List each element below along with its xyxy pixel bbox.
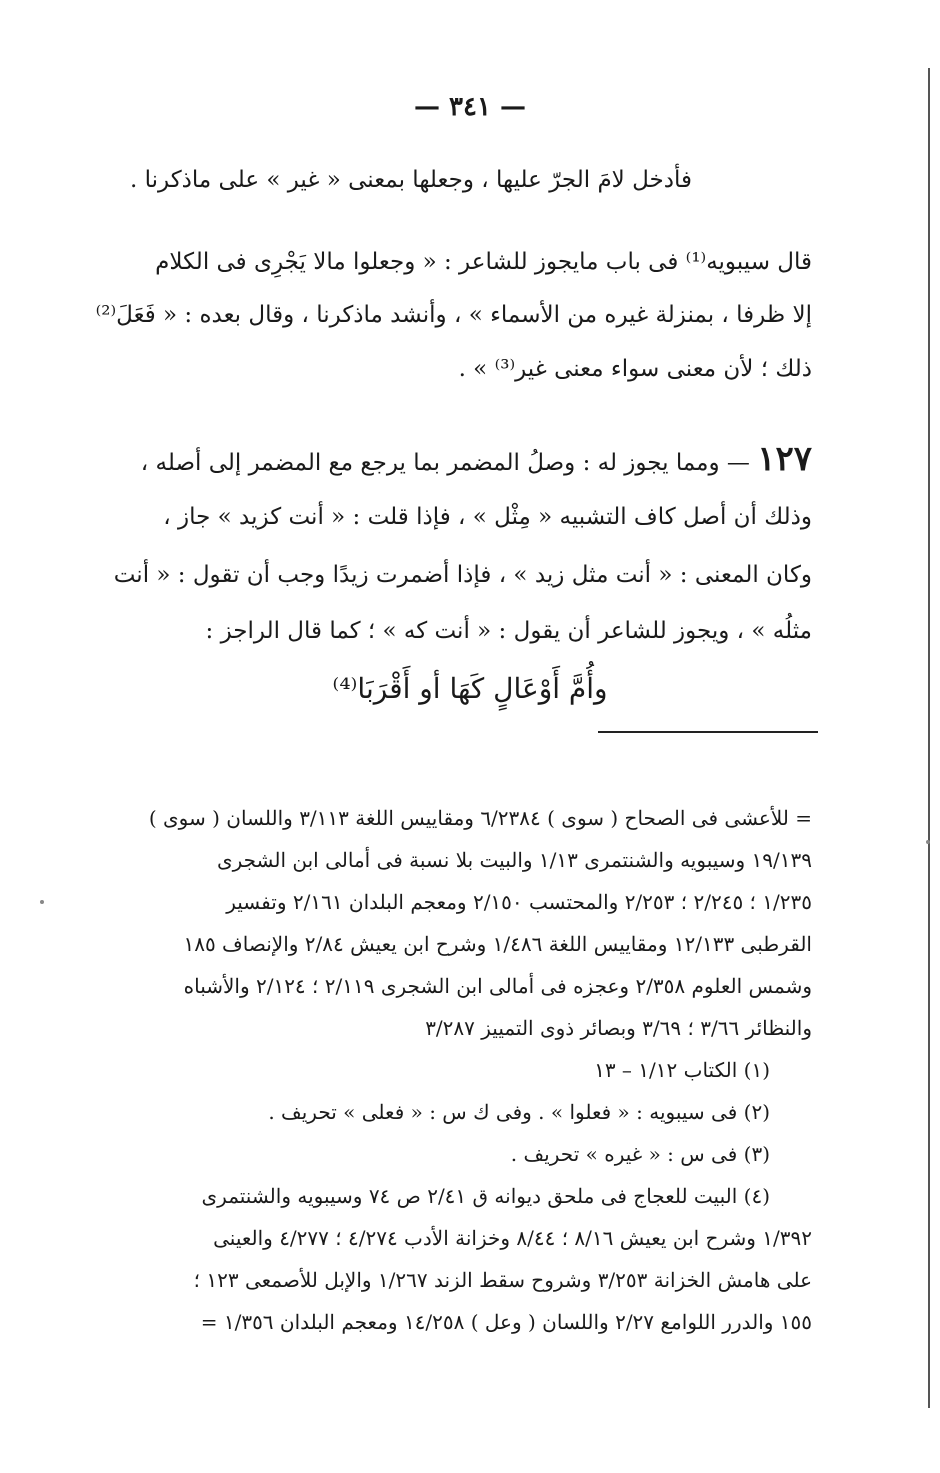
footnote-line: والنظائر ٣/٦٦ ؛ ٣/٦٩ وبصائر ذوى التمييز ٣/٢٨٧: [425, 1016, 812, 1040]
footnote-line: القرطبى ١٢/١٣٣ ومقاييس اللغة ١/٤٨٦ وشرح ابن يعيش ٢/٨٤ والإنصاف ١٨٥: [183, 932, 812, 956]
footnote-line: ١/٢٣٥ ؛ ٢/٢٤٥ ؛ ٢/٢٥٣ والمحتسب ٢/١٥٠ ومعجم البلدان ٢/١٦١ وتفسير: [226, 890, 812, 914]
section-number: ١٢٧: [757, 439, 812, 479]
page-edge-line: [928, 68, 930, 1408]
footnote-line: ١٥٥ والدرر اللوامع ٢/٢٧ واللسان ( وعل ) ١٤/٢٥٨ ومعجم البلدان ١/٣٥٦ =: [200, 1310, 812, 1334]
footnote-4: (٤) البيت للعجاج فى ملحق ديوانه ق ٢/٤١ ص ٧٤ وسيبويه والشنتمرى: [201, 1184, 770, 1208]
section-127-line-3: وكان المعنى : « أنت مثل زيد » ، فإذا أضمرت زيدًا وجب أن تقول : « أنت: [113, 562, 812, 588]
footnote-1: (١) الكتاب ١/١٢ – ١٣: [594, 1058, 770, 1082]
section-line-text: — ومما يجوز له : وصلُ المضمر بما يرجع مع المضمر إلى أصله ،: [140, 450, 750, 476]
page-number: — ٣٤١ —: [413, 92, 527, 122]
footnote-3: (٣) فى س : « غيره » تحريف .: [510, 1142, 770, 1166]
footnote-2: (٢) فى سيبويه : « فعلوا » . وفى ك س : « فعلى » تحريف .: [268, 1100, 770, 1124]
footnote-line: ١/٣٩٢ وشرح ابن يعيش ٨/١٦ ؛ ٨/٤٤ وخزانة الأدب ٤/٢٧٤ ؛ ٤/٢٧٧ والعينى: [213, 1226, 812, 1250]
section-127-line-4: مثلُه » ، ويجوز للشاعر أن يقول : « أنت كه » ؛ كما قال الراجز :: [205, 618, 812, 644]
section-127-line-1: [140, 439, 812, 480]
footnote-separator: [598, 731, 818, 733]
scan-speck: [40, 900, 44, 904]
verse-line: وأُمَّ أَوْعَالٍ كَهَا أو أَقْرَبَا⁽⁴⁾: [332, 672, 608, 705]
section-127-line-2: وذلك أن أصل كاف التشبيه « مِثْل » ، فإذا قلت : « أنت كزيد » جاز ،: [163, 504, 812, 530]
paragraph1-line-1: فأدخل لامَ الجرّ عليها ، وجعلها بمعنى « غير » على ماذكرنا .: [129, 167, 692, 193]
paragraph2-line-1: قال سيبويه⁽¹⁾ فى باب مايجوز للشاعر : « وجعلوا مالا يَجْرِى فى الكلام: [155, 249, 812, 275]
paragraph2-line-2: إلا ظرفا ، بمنزلة غيره من الأسماء » ، وأنشد ماذكرنا ، وقال بعده : « فَعَلَ⁽²⁾: [95, 302, 812, 328]
footnote-line: على هامش الخزانة ٣/٢٥٣ وشروح سقط الزند ١/٢٦٧ والإبل للأصمعى ١٢٣ ؛: [193, 1268, 812, 1292]
footnote-line: وشمس العلوم ٢/٣٥٨ وعجزه فى أمالى ابن الشجرى ٢/١١٩ ؛ ٢/١٢٤ والأشباه: [183, 974, 812, 998]
paragraph2-line-3: ذلك ؛ لأن معنى سواء معنى غير⁽³⁾ » .: [458, 356, 812, 382]
scan-speck: [926, 840, 930, 844]
footnote-line: ١٩/١٣٩ وسيبويه والشنتمرى ١/١٣ والبيت بلا نسبة فى أمالى ابن الشجرى: [216, 848, 812, 872]
footnote-line: = للأعشى فى الصحاح ( سوى ) ٦/٢٣٨٤ ومقاييس اللغة ٣/١١٣ واللسان ( سوى ): [148, 806, 812, 830]
